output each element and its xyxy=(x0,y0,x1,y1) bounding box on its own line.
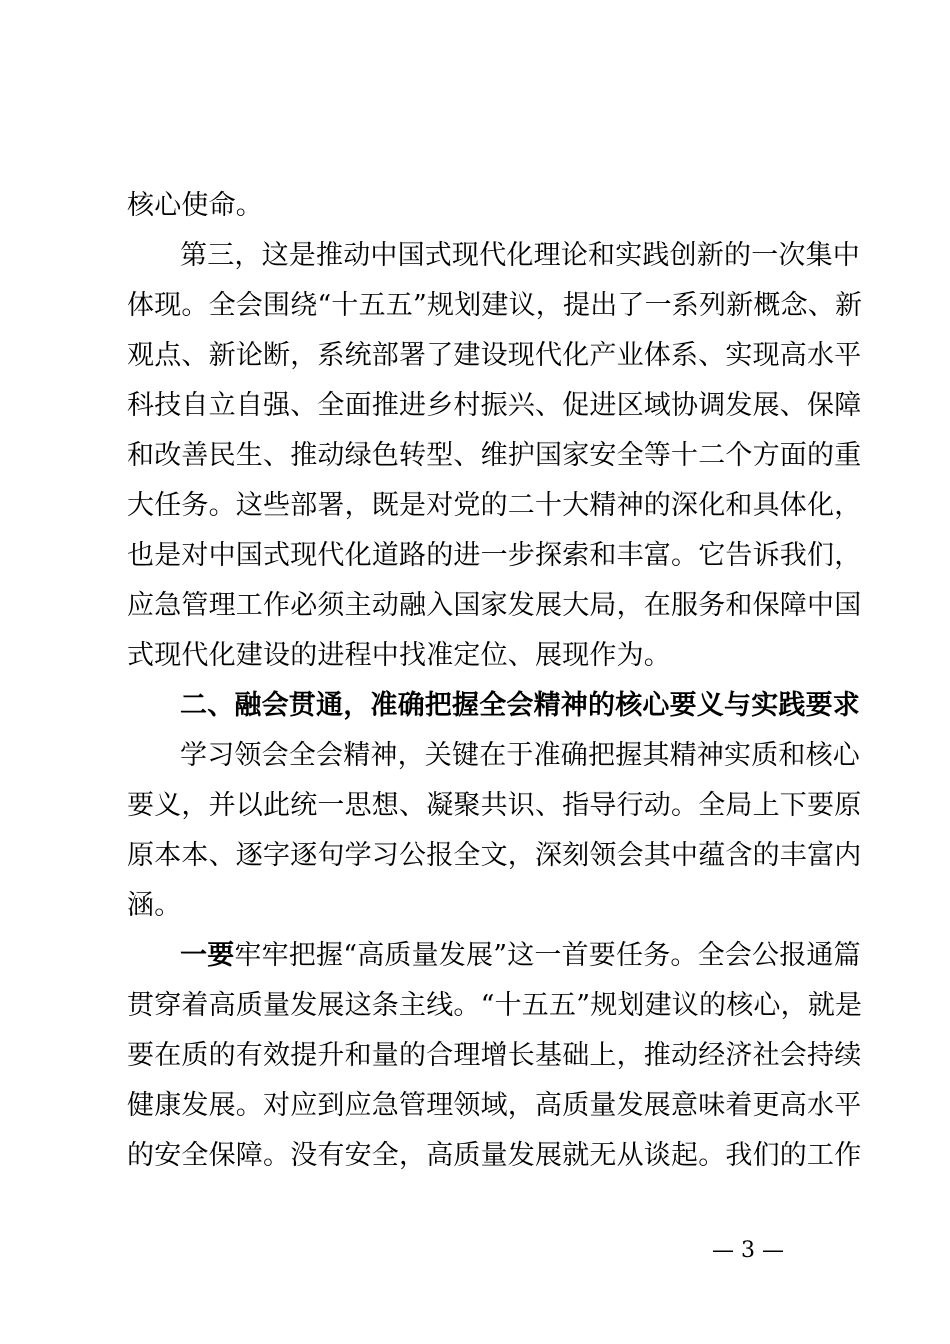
section-heading: 二、融会贯通，准确把握全会精神的核心要义与实践要求 xyxy=(180,690,860,721)
body-text-line: 的安全保障。没有安全，高质量发展就无从谈起。我们的工作 xyxy=(127,1140,862,1171)
body-text-line: 涵。 xyxy=(127,890,182,921)
body-text-line: 科技自立自强、全面推进乡村振兴、促进区域协调发展、保障 xyxy=(127,390,862,421)
body-text-line: 式现代化建设的进程中找准定位、展现作为。 xyxy=(127,640,671,671)
body-text-line: 观点、新论断，系统部署了建设现代化产业体系、实现高水平 xyxy=(127,340,862,371)
body-text-line: 要义，并以此统一思想、凝聚共识、指导行动。全局上下要原 xyxy=(127,790,862,821)
body-text-line: 贯穿着高质量发展这条主线。“十五五”规划建议的核心，就是 xyxy=(127,990,863,1021)
body-text-line: 应急管理工作必须主动融入国家发展大局，在服务和保障中国 xyxy=(127,590,862,621)
paragraph-three-start: 第三，这是推动中国式现代化理论和实践创新的一次集中 xyxy=(180,240,860,271)
body-text-line: 体现。全会围绕“十五五”规划建议，提出了一系列新概念、新 xyxy=(127,290,863,321)
page-number: — 3 — xyxy=(712,1238,784,1263)
body-text-line: 要在质的有效提升和量的合理增长基础上，推动经济社会持续 xyxy=(127,1040,862,1071)
lead-term: 一要 xyxy=(180,940,235,971)
body-text-line: 和改善民生、推动绿色转型、维护国家安全等十二个方面的重 xyxy=(127,440,862,471)
body-text-line: 核心使命。 xyxy=(127,190,263,221)
paragraph-start-first-point xyxy=(180,933,861,979)
body-text-line: 健康发展。对应到应急管理领域，高质量发展意味着更高水平 xyxy=(127,1090,862,1121)
first-point-text: 牢牢把握“高质量发展”这一首要任务。全会公报通篇 xyxy=(234,940,861,971)
body-text-line: 也是对中国式现代化道路的进一步探索和丰富。它告诉我们， xyxy=(127,540,862,571)
body-text-line: 原本本、逐字逐句学习公报全文，深刻领会其中蕴含的丰富内 xyxy=(127,840,862,871)
body-text-line: 大任务。这些部署，既是对党的二十大精神的深化和具体化， xyxy=(127,490,862,521)
paragraph-start: 学习领会全会精神，关键在于准确把握其精神实质和核心 xyxy=(180,740,860,771)
